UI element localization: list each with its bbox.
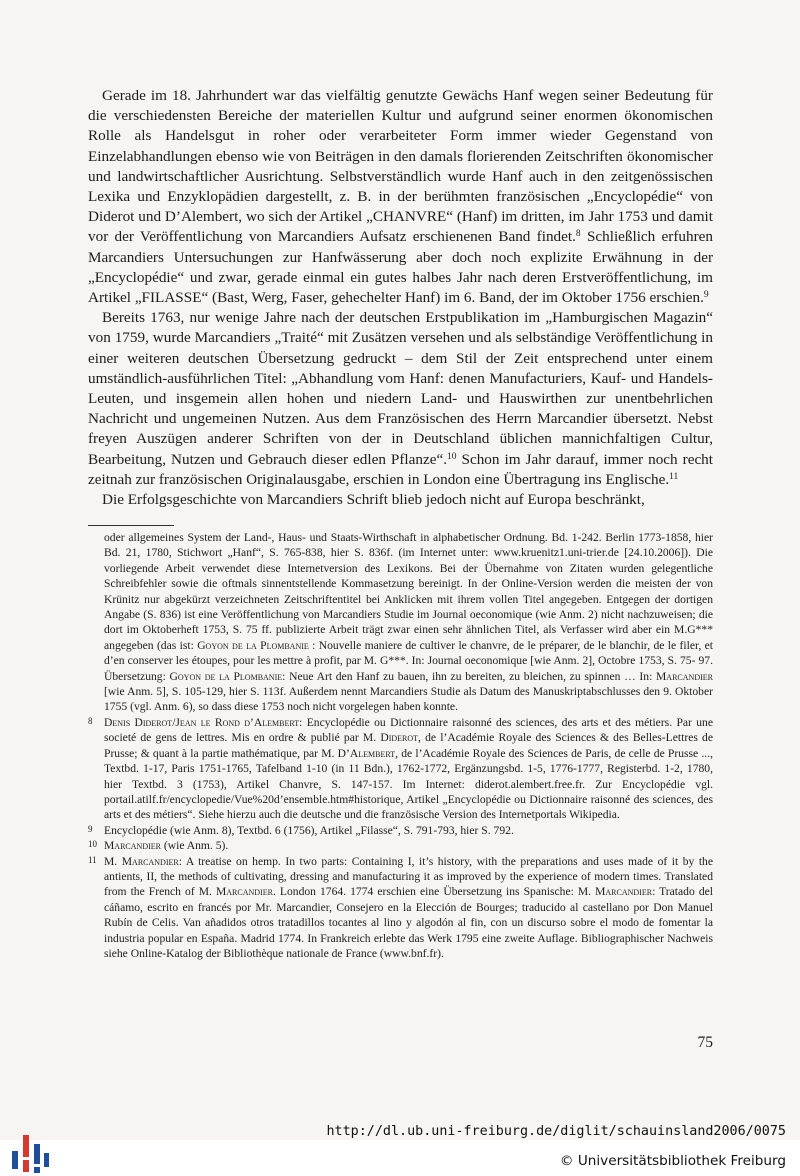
author-name: Marcandier xyxy=(121,854,179,868)
copyright-notice: © Universitätsbibliothek Freiburg xyxy=(559,1153,786,1169)
footnote xyxy=(88,854,713,962)
text-run: Schließlich erfuhren Marcandiers Untersuchungen zur Hanfwässerung aber doch noch explizite Erwähnung in der „Encyclopédie“ und zwar, gerade einmal ein gutes halbes Jahr nach deren Erstveröffentlichung, im Artikel „FILASSE“ (Bast, Werg, Faser, gehechelter Hanf) im 6. Band, der im Oktober 1756 erschien. xyxy=(88,228,713,307)
footnote-number: 9 xyxy=(88,823,93,834)
text-run: Encyclopédie (wie Anm. 8), Textbd. 6 (1756), Artikel „Filasse“, S. 791-793, hier S. 792. xyxy=(104,823,514,837)
footnote xyxy=(88,823,713,838)
footnotes xyxy=(88,530,713,961)
footnote xyxy=(88,715,713,823)
text-run: M. xyxy=(104,854,122,868)
text-run: , de l’Académie Royale des Sciences de Paris, de celle de Prusse ..., Textbd. 1-17, Paris 1751-1765, Tafelband 1-10 (in 11 Bdn.), 1762-1772, Ergänzungsbd. 1-5, 1776-1777, Registerbd. 1-2, 1780, hier Textbd. 3 (1753), Artikel Chanvre, S. 147-157. Im Internet: diderot.alembert.free.fr. Zur Encyclopédie vgl. portail.atilf.fr/encyclopedie/Vue%20d’ensemble.htm#historique, Artikel „Encyclopédie ou Dictionnaire raisonné des sciences, des arts et des métiers“. Siehe hierzu auch die deutsche und die französische Version des Internetportals Wikipedia. xyxy=(104,746,713,822)
footnote-number: 10 xyxy=(88,839,97,850)
text-run: oder allgemeines System der Land-, Haus- und Staats-Wirthschaft in alphabetischer Ordnung. Bd. 1-242. Berlin 1773-1858, hier Bd. 21, 1780, Stichwort „Hanf“, S. 765-838, hier S. 836f. (im Internet unter: www.kruenitz1.uni-trier.de [24.10.2006]). Die vorliegende Arbeit verwendet diese Internetversion des Lexikons. Bei der Übernahme von Zitaten wurden gelegentliche Schreibfehler sowie die oftmals sinnentstellende Kommasetzung bereinigt. In der Online-Version werden die meisten der von Krünitz nur abgekürzt verzeichneten Zeitschriftentitel bei Anklicken mit ihrem vollen Titel angegeben. Entgegen der dortigen Angabe (S. 836) ist eine Veröffentlichung von Marcandiers Studie im Journal oeconomique (wie Anm. 2) nicht nachzuweisen; die dort im Oktoberheft 1753, S. 75 ff. publizierte Arbeit trägt zwar einen sehr ähnlichen Titel, als Verfasser wird aber ein M.G*** angegeben (das ist: xyxy=(104,531,713,652)
footnote xyxy=(88,838,713,853)
text-run: , de l’Académie Royale des Sciences & des Belles-Lettres de Prusse; & quant à la partie mathématique, par M. xyxy=(104,731,713,760)
main-text xyxy=(88,86,713,510)
footnote-reference: 8 xyxy=(575,229,581,240)
text-run: : Nouvelle maniere de cultiver le chanvre, de le préparer, de le blanchir, de le filer, et d’en conserver les étoupes, pour les mettre à profit, par M. G***. In: Journal oeconomique [wie Anm. 2], Octobre 1753, S. 75- 97. Übersetzung: xyxy=(104,638,713,683)
author-name: Denis Diderot/Jean le Rond d’Alembert xyxy=(104,715,300,729)
text-run: : Tratado del cáñamo, escrito en francés por Mr. Marcandier, Consejero en la Elección de Bourges; traducido al castellano por Don Manuel Rubín de Celis. Van añadidos otros tratadillos tocantes al lino y algodón al fin, con un discurso sobre el modo de fomentar la industria popular en España. Madrid 1774. In Frankreich erlebte das Werk 1795 eine zweite Auflage. Bibliographischer Nachweis siehe Online-Katalog der Bibliothèque nationale de France (www.bnf.fr). xyxy=(104,885,713,960)
text-run: Bereits 1763, nur wenige Jahre nach der deutschen Erstpublikation im „Hamburgischen Magazin“ von 1759, wurde Marcandiers „Traité“ mit Zusätzen versehen und als selbständige Veröffentlichung in einer weiteren deutschen Übersetzung gedruckt – dem Stil der Zeit entsprechend unter einem umständlich-ausführlichen Titel: „Abhandlung vom Hanf: denen Manufacturiers, Kauf- und Handels-Leuten, und insgemein allen hohen und niedern Land- und Hauswirthen zur unentbehrlichen Nachricht und ungemeinen Nutzen. Aus dem Französischen des Herrn Marcandier übersetzt. Nebst freyen Auszügen anderer Schriften von der in Deutschland üblichen mannichfaltigen Cultur, Bearbeitung, Nutzen und Gebrauch dieser edlen Pflanze“. xyxy=(88,309,713,468)
text-run: Die Erfolgsgeschichte von Marcandiers Schrift blieb jedoch nicht auf Europa beschränkt, xyxy=(102,491,645,509)
text-run: (wie Anm. 5). xyxy=(160,839,229,853)
paragraph xyxy=(88,86,713,308)
text-run: [wie Anm. 5], S. 105-129, hier S. 113f. Außerdem nennt Marcandiers Studie als Datum des Manuskriptabschlusses den 9. Oktober 1755 (vgl. Anm. 6), so dass diese 1753 noch nicht vorgelegen haben konnte. xyxy=(104,685,713,714)
text-run: Schon im Jahr darauf, immer noch recht zeitnah zur französischen Originalausgabe, erschien in London eine Übertragung ins Englische. xyxy=(88,450,713,488)
footnote-number: 8 xyxy=(88,715,93,726)
text-run: . London 1764. 1774 erschien eine Übersetzung ins Spanische: M. xyxy=(272,885,596,899)
text-run: : Encyclopédie ou Dictionnaire raisonné des sciences, des arts et des métiers. Par une societé de gens de lettres. Mis en ordre & publié par M. xyxy=(104,715,713,745)
author-name: Marcandier xyxy=(215,885,273,899)
author-name: D’Alembert xyxy=(337,746,396,760)
paragraph xyxy=(88,308,713,490)
footnote-reference: 10 xyxy=(447,451,457,462)
footnote-number: 11 xyxy=(88,854,97,865)
text-run: : A treatise on hemp. In two parts: Containing I, it’s history, with the preparations and uses made of it by the antients, II, the methods of cultivating, dressing and manufacturing it as improved by the experience of modern times. Translated from the French of M. xyxy=(104,854,713,899)
text-run: Gerade im 18. Jahrhundert war das vielfältig genutzte Gewächs Hanf wegen seiner Bedeutung für die verschiedensten Bereiche der materiellen Kultur und aufgrund seiner enormen ökonomischen Rolle als Handelsgut in roher oder verarbeiteter Form immer wieder Gegenstand von Einzelabhandlungen ebenso wie von Beiträgen in den damals florierenden Zeitschriften ökonomischer und landwirtschaftlicher Ausrichtung. Selbstverständlich wurde Hanf auch in den zeitgenössischen Lexika und Enzyklopädien dargestellt, z. B. in der berühmten französischen „Encyclopédie“ von Diderot und D’Alembert, wo sich der Artikel „CHANVRE“ (Hanf) im dritten, im Jahr 1753 und damit vor der Veröffentlichung von Marcandiers Aufsatz erschienenen Band findet. xyxy=(88,87,713,246)
author-name: Marcandier xyxy=(656,669,713,683)
footnote xyxy=(88,530,713,715)
footnote-reference: 11 xyxy=(669,471,679,482)
author-name: Marcandier xyxy=(595,885,653,899)
author-name: Goyon de la Plombanie xyxy=(169,669,283,683)
source-url-link[interactable]: http://dl.ub.uni-freiburg.de/diglit/schauinsland2006/0075 xyxy=(326,1124,786,1139)
author-name: Diderot xyxy=(380,731,419,745)
footnote-reference: 9 xyxy=(703,290,709,301)
footnote-separator xyxy=(88,525,174,526)
paragraph xyxy=(88,490,713,510)
author-name: Goyon de la Plombanie xyxy=(197,638,309,652)
page-number: 75 xyxy=(697,1034,713,1051)
ub-freiburg-logo-icon xyxy=(10,1127,50,1176)
text-run: : Neue Art den Hanf zu bauen, ihn zu bereiten, zu bleichen, zu spinnen … In: xyxy=(282,669,656,683)
author-name: Marcandier xyxy=(104,839,161,853)
